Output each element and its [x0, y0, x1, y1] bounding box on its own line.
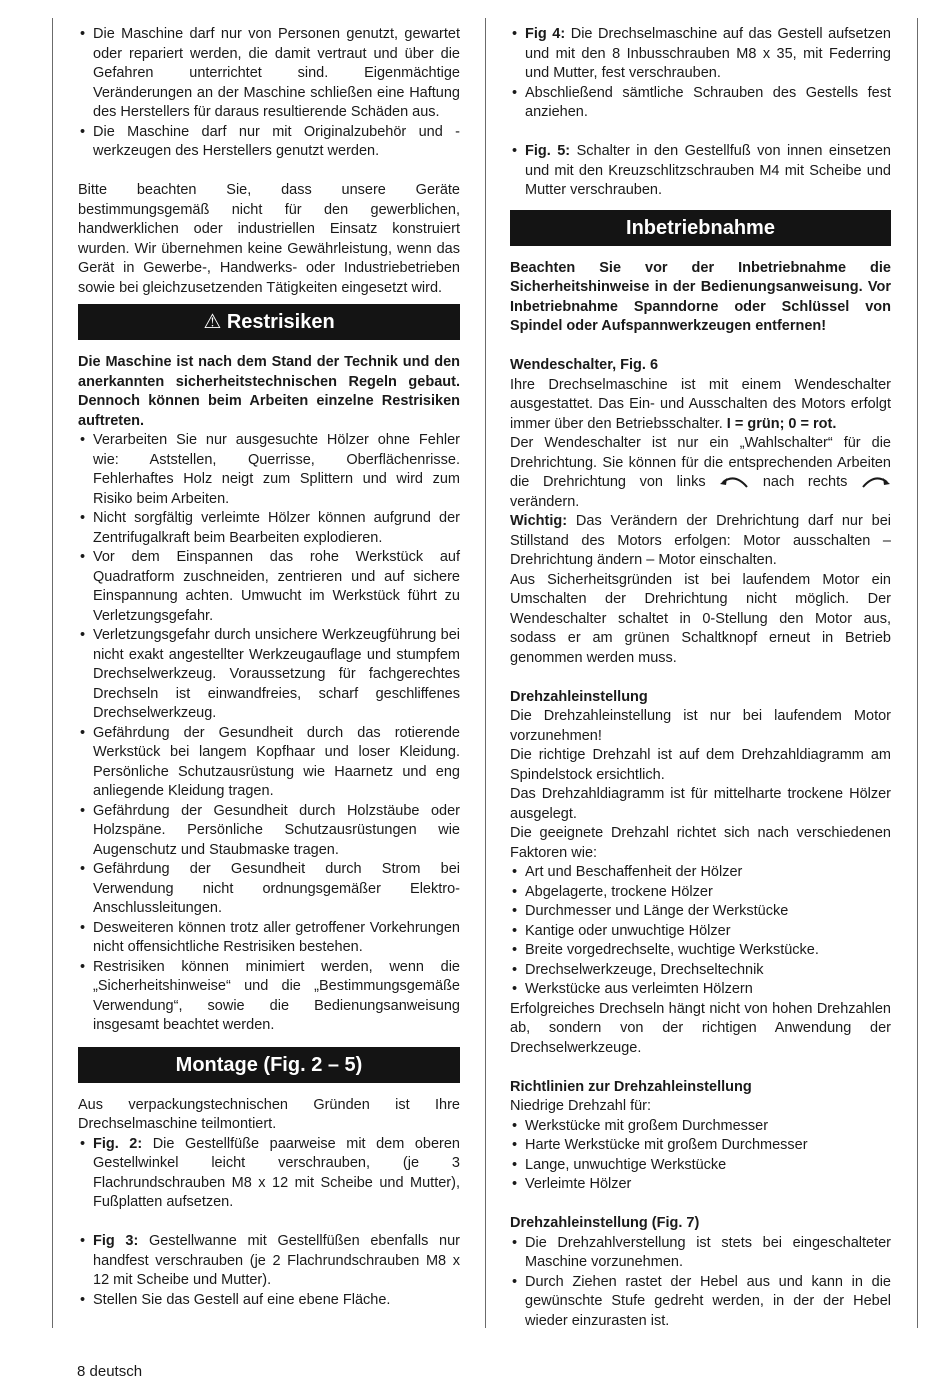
- list-item: • Die Maschine darf nur von Personen genutzt, gewartet oder repariert werden, die damit vertraut und über die Gefahren unterrichtet sind. Eigenmächtige Veränderungen an der Maschine schließen eine Haftung des Herstellers für daraus resultierende Schäden aus.: [78, 25, 460, 123]
- list-item: • Die Drehzahlverstellung ist stets bei eingeschalteter Maschine vorzunehmen.: [510, 1234, 891, 1273]
- drehzahl-heading: Drehzahleinstellung: [510, 688, 648, 705]
- rotate-left-arrow-icon: [719, 475, 749, 489]
- list-item: • Durch Ziehen rastet der Hebel aus und kann in die gewünschte Stufe gedreht werden, in der der Hebel wieder einzurasten ist.: [510, 1273, 891, 1332]
- wendeschalter-heading: Wendeschalter, Fig. 6: [510, 357, 659, 373]
- drehzahl-paragraph: Das Drehzahldiagramm ist für mittelharte trockene Hölzer ausgelegt.: [510, 786, 891, 822]
- fig7-heading: Drehzahleinstellung (Fig. 7): [510, 1215, 700, 1231]
- list-item: • Art und Beschaffenheit der Hölzer: [510, 863, 891, 883]
- list-item: • Verarbeiten Sie nur ausgesuchte Hölzer ohne Fehler wie: Aststellen, Querrisse, Oberflächenrisse. Fehlerhaftes Holz neigt zum Splittern und wird zum Risiko beim Arbeiten.: [78, 431, 460, 509]
- montage-intro: Aus verpackungstechnischen Gründen ist Ihre Drechselmaschine teilmontiert.: [78, 1096, 460, 1132]
- montage-cont-list: [510, 25, 891, 123]
- list-item: • Desweiteren können trotz aller getroffener Vorkehrungen nicht offensichtliche Restrisiken bestehen.: [78, 919, 460, 958]
- list-item: • Kantige oder unwuchtige Hölzer: [510, 922, 891, 942]
- list-item: • Abschließend sämtliche Schrauben des Gestells fest anziehen.: [510, 84, 891, 123]
- list-item: • Werkstücke mit großem Durchmesser: [510, 1117, 891, 1137]
- list-item: • Drechselwerkzeuge, Drechseltechnik: [510, 961, 891, 981]
- restrisiken-list: [78, 431, 460, 1036]
- drehzahl-factor-list: [510, 863, 891, 1000]
- list-item: • Fig. 5: Schalter in den Gestellfuß von innen einsetzen und mit den Kreuzschlitzschrauben M4 mit Scheibe und Mutter verschrauben.: [510, 142, 891, 201]
- drehzahl-paragraph: Die geeignete Drehzahl richtet sich nach verschiedenen Faktoren wie:: [510, 825, 891, 861]
- list-item: • Verleimte Hölzer: [510, 1175, 891, 1195]
- list-item: • Gefährdung der Gesundheit durch das rotierende Werkstück bei langem Kopfhaar und loser Kleidung. Persönliche Schutzausrüstung wie Haarnetz und eng anliegende Kleidung tragen.: [78, 724, 460, 802]
- list-item: • Die Maschine darf nur mit Originalzubehör und -werkzeugen des Herstellers genutzt werden.: [78, 123, 460, 162]
- warning-icon: ⚠: [203, 311, 222, 333]
- richtlinien-heading: Richtlinien zur Drehzahleinstellung: [510, 1078, 752, 1095]
- wende-paragraph-2: Der Wendeschalter ist nur ein „Wahlschalter“ für die Drehrichtung. Sie können für die entsprechenden Arbeiten die Drehrichtung von links nach rechts verändern.: [510, 435, 891, 510]
- list-item: • Nicht sorgfältig verleimte Hölzer können aufgrund der Zentrifugalkraft beim Bearbeiten explodieren.: [78, 509, 460, 548]
- section-header-montage: [78, 1047, 460, 1083]
- page-footer: 8 deutsch: [77, 1363, 143, 1380]
- section-title: Restrisiken: [226, 311, 335, 333]
- wende-paragraph-4: Aus Sicherheitsgründen ist bei laufendem Motor ein Umschalten der Drehrichtung nicht möglich. Der Wendeschalter schaltet in 0-Stellung den Motor aus, sodass er am grünen Schaltknopf erneut in Betrieb genommen werden muss.: [510, 571, 891, 666]
- section-title: Montage (Fig. 2 – 5): [175, 1053, 363, 1076]
- section-title: Inbetriebnahme: [626, 216, 775, 239]
- montage-list-a: [78, 1135, 460, 1213]
- montage-fig5-list: [510, 142, 891, 201]
- richtlinien-list: [510, 1117, 891, 1195]
- drehzahl-paragraph: Die Drehzahleinstellung ist nur bei laufendem Motor vorzunehmen!: [510, 708, 891, 744]
- list-item: • Breite vorgedrechselte, wuchtige Werkstücke.: [510, 941, 891, 961]
- list-item: • Durchmesser und Länge der Werkstücke: [510, 902, 891, 922]
- list-item: • Restrisiken können minimiert werden, wenn die „Sicherheitshinweise“ und die „Bestimmungsgemäße Verwendung“, sowie die Bedienungsanweisung insgesamt beachtet werden.: [78, 958, 460, 1036]
- list-item: • Vor dem Einspannen das rohe Werkstück auf Quadratform zuschneiden, zentrieren und auf sichere Einspannung achten. Umwucht im Werkstück führt zu Verletzungsgefahr.: [78, 548, 460, 626]
- rotate-right-arrow-icon: [861, 475, 891, 489]
- richtlinien-intro: Niedrige Drehzahl für:: [510, 1098, 652, 1114]
- list-item: • Harte Werkstücke mit großem Durchmesser: [510, 1136, 891, 1156]
- section-header-restrisiken: [78, 304, 460, 340]
- right-column: [510, 25, 891, 1331]
- list-item: • Stellen Sie das Gestell auf eine ebene Fläche.: [78, 1291, 460, 1311]
- drehzahl-paragraph: Die richtige Drehzahl ist auf dem Drehzahldiagramm am Spindelstock ersichtlich.: [510, 747, 891, 783]
- section-header-inbetriebnahme: [510, 210, 891, 246]
- left-column: [78, 25, 460, 1310]
- fig7-list: [510, 1234, 891, 1332]
- list-item: • Gefährdung der Gesundheit durch Strom bei Verwendung nicht ordnungsgemäßer Elektro-Anschlussleitungen.: [78, 860, 460, 919]
- list-item: • Werkstücke aus verleimten Hölzern: [510, 980, 891, 1000]
- restrisiken-lead: Die Maschine ist nach dem Stand der Technik und den anerkannten sicherheitstechnischen Regeln gebaut. Dennoch können beim Arbeiten einzelne Restrisiken auftreten.: [78, 354, 460, 429]
- montage-list-b: [78, 1232, 460, 1310]
- center-column-rule: [485, 18, 486, 1328]
- wende-wichtig: Wichtig: Das Verändern der Drehrichtung darf nur bei Stillstand des Motors erfolgen: Motor ausschalten – Drehrichtung ändern – Motor einschalten.: [510, 513, 891, 568]
- list-item: • Fig 4: Die Drechselmaschine auf das Gestell aufsetzen und mit den 8 Inbusschrauben M8 x 35, mit Federring und Mutter, fest verschrauben.: [510, 25, 891, 84]
- intro-paragraph: Bitte beachten Sie, dass unsere Geräte bestimmungsgemäß nicht für den gewerblichen, handwerklichen oder industriellen Einsatz konstruiert wurden. Wir übernehmen keine Gewährleistung, wenn das Gerät in Gewerbe-, Handwerks- oder Industriebetrieben sowie bei gleichzusetzenden Tätigkeiten eingesetzt wird.: [78, 182, 460, 296]
- list-item: • Fig 3: Gestellwanne mit Gestellfüßen ebenfalls nur handfest verschrauben (je 2 Flachrundschrauben M8 x 12 mit Scheibe und Mutter).: [78, 1232, 460, 1291]
- inbetrieb-lead: Beachten Sie vor der Inbetriebnahme die Sicherheitshinweise in der Bedienungsanweisung. Vor Inbetriebnahme Spanndorne oder Schlüssel von Spindel oder Aufspannwerkzeugen entfernen!: [510, 259, 891, 334]
- left-margin-rule: [52, 18, 53, 1328]
- right-margin-rule: [917, 18, 918, 1328]
- list-item: • Lange, unwuchtige Werkstücke: [510, 1156, 891, 1176]
- list-item: • Verletzungsgefahr durch unsichere Werkzeugführung bei nicht exakt angestellter Werkzeugauflage und stumpfem Drechselwerkzeug. Voraussetzung für fachgerechtes Drechseln ist einwandfreies, scharf geschliffenes Drechselwerkzeug.: [78, 626, 460, 724]
- intro-bullet-list: [78, 25, 460, 162]
- drehzahl-paragraph: Erfolgreiches Drechseln hängt nicht von hohen Drehzahlen ab, sondern von der richtigen Anwendung der Drechselwerkzeuge.: [510, 1000, 891, 1056]
- list-item: • Fig. 2: Die Gestellfüße paarweise mit dem oberen Gestellwinkel leicht verschrauben, (je 3 Flachrundschrauben M8 x 12 mit Scheibe und Mutter), Fußplatten aufsetzen.: [78, 1135, 460, 1213]
- list-item: • Gefährdung der Gesundheit durch Holzstäube oder Holzspäne. Persönliche Schutzausrüstungen wie Augenschutz und Staubmaske tragen.: [78, 802, 460, 861]
- wende-paragraph-1: Ihre Drechselmaschine ist mit einem Wendeschalter ausgestattet. Das Ein- und Ausschalten des Motors erfolgt immer über den Betriebsschalter. I = grün; 0 = rot.: [510, 376, 891, 432]
- list-item: • Abgelagerte, trockene Hölzer: [510, 883, 891, 903]
